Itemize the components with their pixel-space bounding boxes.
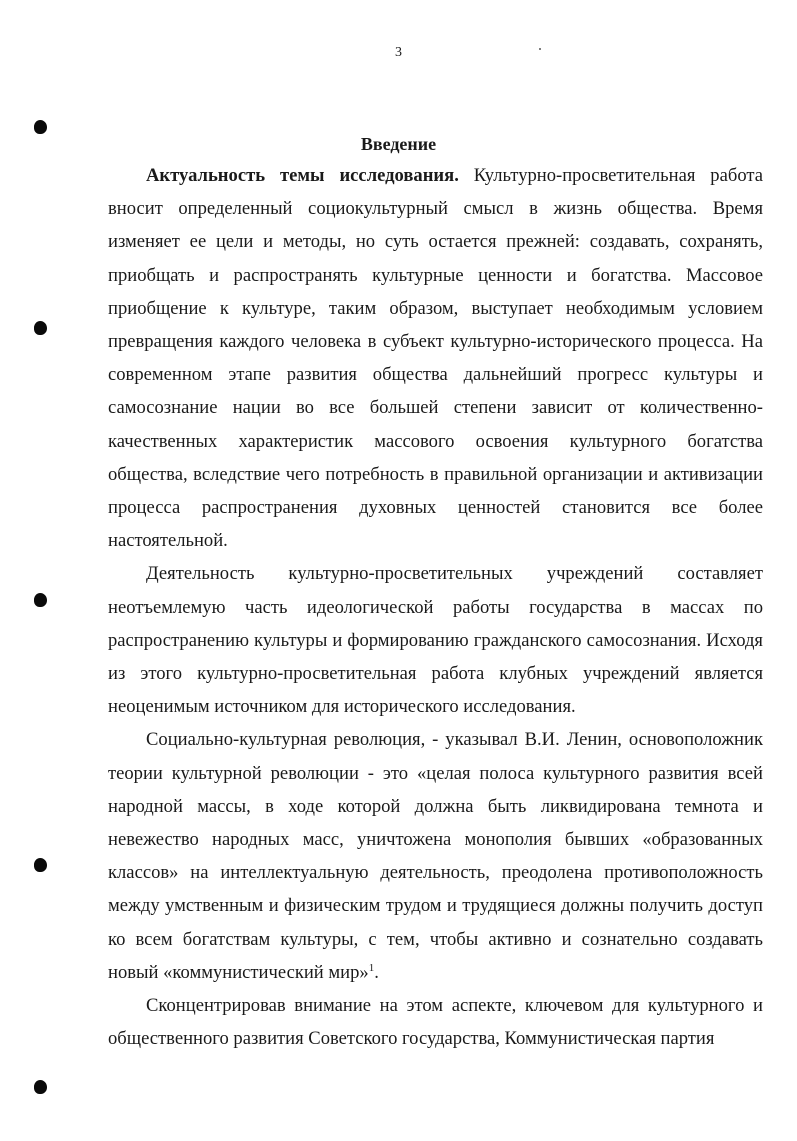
punch-hole-4 bbox=[34, 858, 47, 872]
paragraph-party bbox=[108, 989, 763, 1055]
body-text bbox=[108, 159, 763, 1055]
scan-speck bbox=[539, 48, 541, 50]
paragraph-text: Культурно-просветительная работа вносит определенный социокультурный смысл в жизнь общества. Время изменяет ее цели и методы, но суть остается прежней: создавать, сохранять, приобщать и распространять культурные ценности и богатства. Массовое приобщение к культуре, таким образом, выступает необходимым условием превращения каждого человека в субъект культурно-исторического процесса. На современном этапе развития общества дальнейший прогресс культуры и самосознание нации во все большей степени зависит от количественно-качественных характеристик массового освоения культурного богатства общества, вследствие чего потребность в правильной организации и активизации процесса распространения духовных ценностей становится все более настоятельной. bbox=[108, 165, 763, 552]
paragraph-relevance bbox=[108, 159, 763, 557]
section-title: Введение bbox=[360, 134, 437, 154]
page-number: 3 bbox=[395, 45, 402, 60]
paragraph-institutions bbox=[108, 557, 763, 723]
punch-hole-5 bbox=[34, 1080, 47, 1094]
paragraph-text: Сконцентрировав внимание на этом аспекте, ключевом для культурного и общественного развития Советского государства, Коммунистическая партия bbox=[108, 995, 763, 1050]
paragraph-tail: . bbox=[374, 961, 379, 983]
punch-hole-3 bbox=[34, 593, 47, 607]
punch-hole-2 bbox=[34, 321, 47, 335]
paragraph-text: Социально-культурная революция, - указывал В.И. Ленин, основоположник теории культурной революции - это «целая полоса культурного развития всей народной массы, в ходе которой должна быть ликвидирована темнота и невежество народных масс, уничтожена монополия бывших «образованных классов» на интеллектуальную деятельность, преодолена противоположность между умственным и физическим трудом и трудящиеся должны получить доступ ко всем богатствам культуры, с тем, чтобы активно и сознательно создавать новый «коммунистический мир» bbox=[108, 729, 763, 983]
paragraph-lead: Актуальность темы исследования. bbox=[146, 165, 459, 186]
paragraph-lenin-quote bbox=[108, 723, 763, 989]
paragraph-text: Деятельность культурно-просветительных учреждений составляет неотъемлемую часть идеологической работы государства в массах по распространению культуры и формированию гражданского самосознания. Исходя из этого культурно-просветительная работа клубных учреждений является неоценимым источником для исторического исследования. bbox=[108, 563, 763, 718]
footnote-marker[interactable]: 1 bbox=[368, 961, 375, 974]
